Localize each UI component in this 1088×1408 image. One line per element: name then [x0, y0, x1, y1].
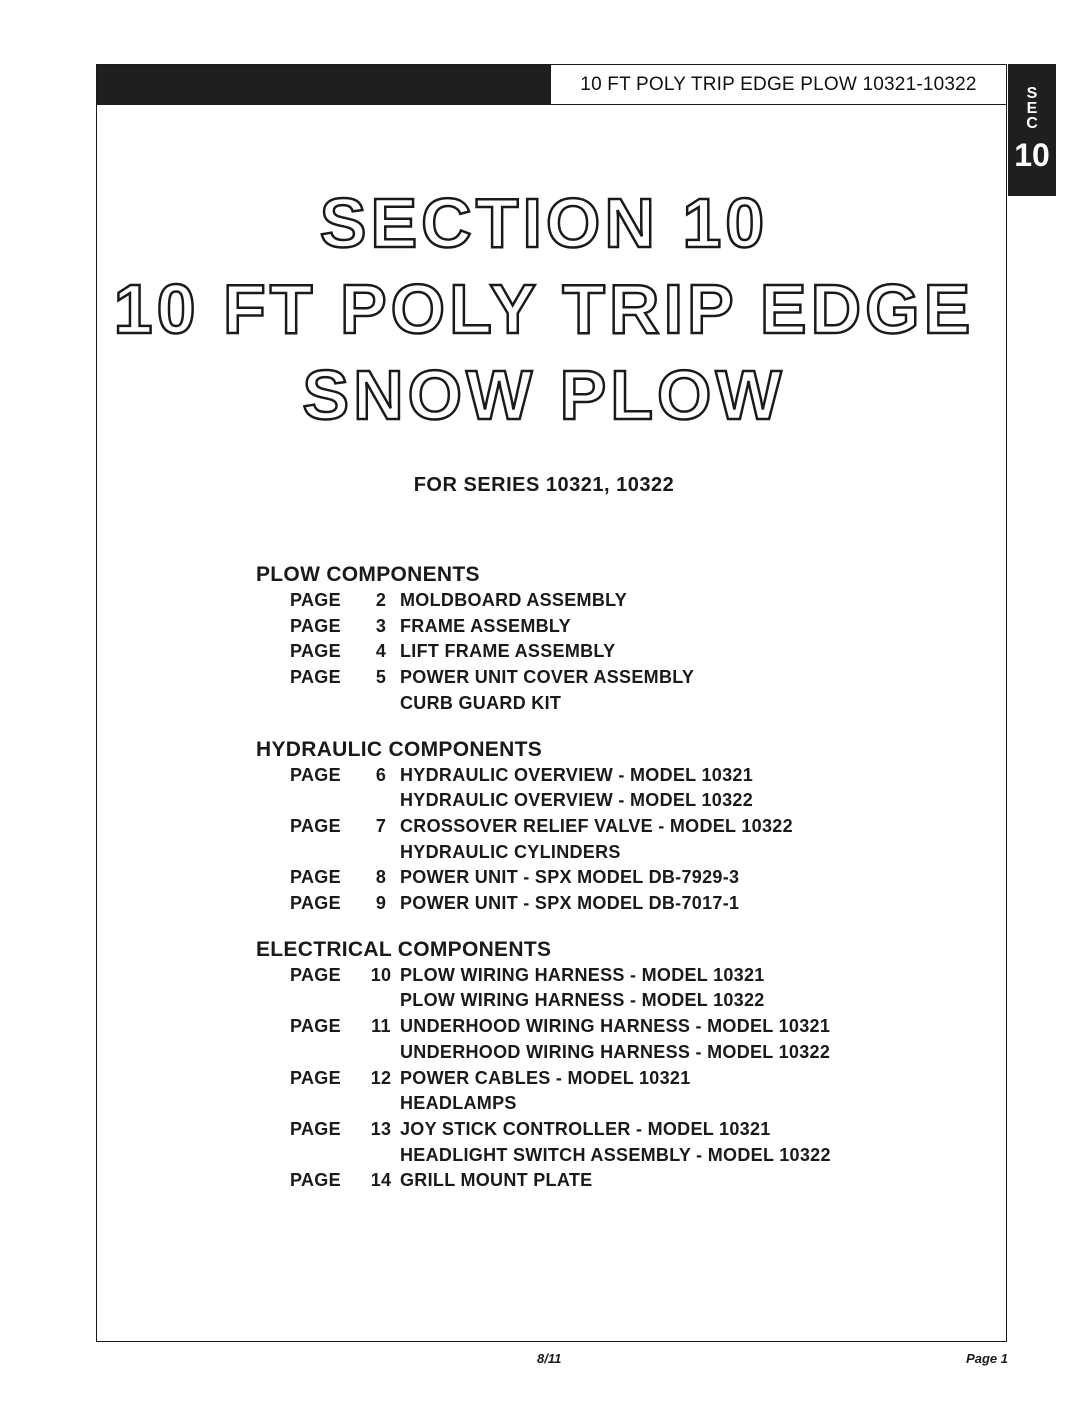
- toc-entry-title: PLOW WIRING HARNESS - MODEL 10321: [400, 964, 765, 985]
- toc-entry-title: GRILL MOUNT PLATE: [400, 1170, 593, 1191]
- toc-page-number: 3: [375, 615, 387, 636]
- toc-entry-title: HYDRAULIC OVERVIEW - MODEL 10322: [400, 790, 754, 811]
- footer-date: 8/11: [537, 1351, 562, 1366]
- footer-page-number: Page 1: [966, 1351, 1008, 1366]
- toc-page-number: 5: [375, 667, 387, 688]
- toc-page-number: 14: [370, 1170, 392, 1191]
- toc-entry-items: [400, 588, 627, 614]
- toc-entry: [256, 614, 956, 640]
- toc-entry-title: HYDRAULIC OVERVIEW - MODEL 10321: [400, 764, 754, 785]
- title-line: SNOW PLOW: [302, 356, 786, 434]
- toc-entry-items: [400, 665, 694, 716]
- toc-entry-title: FRAME ASSEMBLY: [400, 615, 571, 636]
- toc-entry-items: [400, 1117, 831, 1168]
- toc-page-number: 7: [375, 815, 387, 836]
- toc-page-number: 12: [370, 1067, 392, 1088]
- toc-entry: [256, 1117, 956, 1168]
- toc-entry-title: HYDRAULIC CYLINDERS: [400, 841, 621, 862]
- toc-entry-items: [400, 891, 739, 917]
- toc-entry: [256, 963, 956, 1014]
- section-tab: [1008, 64, 1056, 196]
- table-of-contents: [256, 562, 956, 1214]
- toc-page-label: PAGE: [290, 615, 341, 636]
- toc-page-number: 8: [375, 867, 387, 888]
- toc-entry: [256, 1014, 956, 1065]
- series-subtitle: FOR SERIES 10321, 10322: [413, 474, 675, 496]
- toc-section: [256, 562, 956, 717]
- toc-page-label: PAGE: [290, 964, 341, 985]
- toc-section-heading: PLOW COMPONENTS: [256, 563, 480, 586]
- toc-page-number: 9: [375, 893, 387, 914]
- toc-entry-title: CROSSOVER RELIEF VALVE - MODEL 10322: [400, 815, 793, 836]
- toc-entry-title: CURB GUARD KIT: [400, 692, 562, 713]
- toc-entry-title: HEADLIGHT SWITCH ASSEMBLY - MODEL 10322: [400, 1144, 831, 1165]
- toc-page-number: 6: [375, 764, 387, 785]
- toc-page-label: PAGE: [290, 1067, 341, 1088]
- toc-entry-items: [400, 639, 615, 665]
- toc-page-label: PAGE: [290, 590, 341, 610]
- toc-entry-title: UNDERHOOD WIRING HARNESS - MODEL 10321: [400, 1016, 831, 1037]
- title-line: SECTION 10: [319, 184, 769, 262]
- toc-section: [256, 737, 956, 917]
- toc-entry: [256, 1168, 956, 1194]
- toc-entry: [256, 814, 956, 865]
- page-title: [0, 180, 1088, 438]
- section-tab-letter: E: [1026, 100, 1038, 117]
- toc-entry-title: POWER UNIT COVER ASSEMBLY: [400, 667, 695, 688]
- toc-entry-title: MOLDBOARD ASSEMBLY: [400, 590, 628, 610]
- toc-page-label: PAGE: [290, 641, 341, 662]
- section-tab-number: 10: [1014, 137, 1050, 173]
- toc-entry-title: HEADLAMPS: [400, 1093, 517, 1114]
- title-line: 10 FT POLY TRIP EDGE: [113, 270, 975, 348]
- toc-entry-items: [400, 1066, 691, 1117]
- toc-entry-title: UNDERHOOD WIRING HARNESS - MODEL 10322: [400, 1041, 831, 1062]
- toc-entry-items: [400, 865, 739, 891]
- toc-section-heading: HYDRAULIC COMPONENTS: [256, 737, 543, 761]
- toc-page-label: PAGE: [290, 867, 341, 888]
- section-tab-letter: S: [1026, 85, 1038, 102]
- toc-entry: [256, 1066, 956, 1117]
- toc-entry-items: [400, 1014, 830, 1065]
- toc-entry-title: POWER CABLES - MODEL 10321: [400, 1067, 691, 1088]
- toc-page-number: 11: [371, 1016, 391, 1037]
- toc-page-label: PAGE: [290, 893, 341, 914]
- toc-entry-title: POWER UNIT - SPX MODEL DB-7929-3: [400, 867, 740, 888]
- toc-page-label: PAGE: [290, 764, 341, 785]
- toc-page-label: PAGE: [290, 1170, 341, 1191]
- toc-entry: [256, 891, 956, 917]
- toc-section-heading: ELECTRICAL COMPONENTS: [256, 937, 552, 961]
- toc-page-number: 4: [375, 641, 387, 662]
- toc-page-label: PAGE: [290, 815, 341, 836]
- section-tab-letter: C: [1026, 115, 1038, 132]
- toc-entry-items: [400, 1168, 592, 1194]
- header-bar: [97, 65, 1006, 105]
- toc-entry: [256, 665, 956, 716]
- toc-page-number: 13: [370, 1118, 392, 1139]
- toc-page-number: 2: [375, 590, 387, 610]
- toc-entry-title: LIFT FRAME ASSEMBLY: [400, 641, 616, 662]
- toc-entry: [256, 588, 956, 614]
- toc-section: [256, 937, 956, 1194]
- toc-entry-title: PLOW WIRING HARNESS - MODEL 10322: [400, 990, 765, 1011]
- toc-entry-title: JOY STICK CONTROLLER - MODEL 10321: [400, 1118, 771, 1139]
- toc-page-number: 10: [370, 964, 392, 985]
- toc-entry: [256, 865, 956, 891]
- toc-entry-items: [400, 963, 765, 1014]
- toc-page-label: PAGE: [290, 667, 341, 688]
- toc-page-label: PAGE: [290, 1016, 341, 1037]
- toc-entry-items: [400, 814, 793, 865]
- toc-entry-items: [400, 614, 571, 640]
- toc-entry: [256, 763, 956, 814]
- running-title: 10 FT POLY TRIP EDGE PLOW 10321-10322: [550, 65, 1006, 105]
- toc-entry-items: [400, 763, 753, 814]
- toc-entry: [256, 639, 956, 665]
- toc-page-label: PAGE: [290, 1118, 341, 1139]
- toc-entry-title: POWER UNIT - SPX MODEL DB-7017-1: [400, 893, 740, 914]
